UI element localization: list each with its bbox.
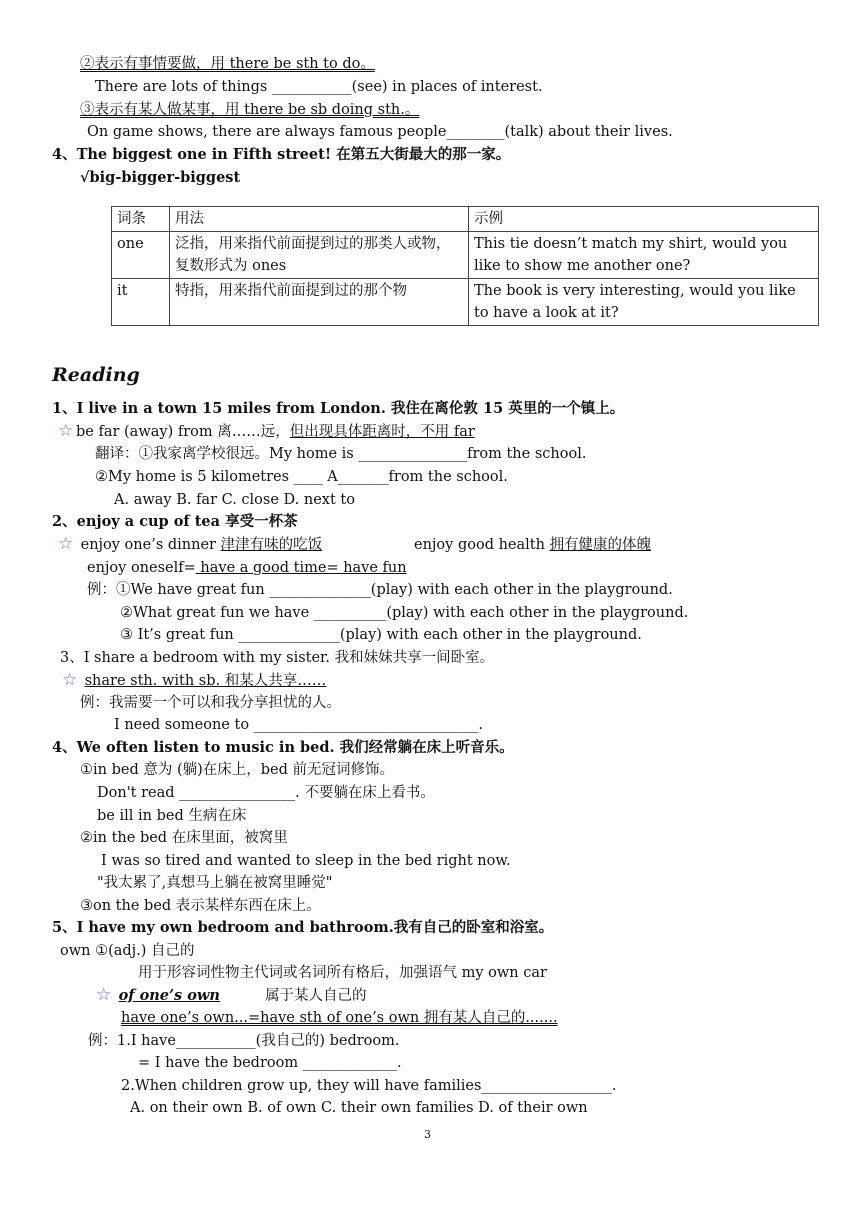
one-it-table [111,206,819,326]
note-line: 用于形容词性物主代词或名词所有格后，加强语气 my own car [138,965,547,981]
reading-title: Reading [52,364,140,386]
note-line: ③on the bed 表示某样东西在床上。 [80,898,321,914]
table-header: 用法 [170,207,469,232]
section-heading: 4、The biggest one in Fifth street! 在第五大街最大的那一家。 [52,146,511,163]
star-outline-icon: ☆ [96,985,112,1005]
table-row [112,279,819,326]
note-line: enjoy oneself= have a good time= have fun [87,560,407,576]
note-line: ①in bed 意为 (躺)在床上，bed 前无冠词修饰。 [80,762,395,778]
table-cell: 泛指，用来指代前面提到过的那类人或物，复数形式为 ones [170,232,469,279]
table-header: 词条 [112,207,170,232]
star-outline-icon: ☆ [58,421,74,441]
exercise-line: Don't read ________________. 不要躺在床上看书。 [97,785,435,801]
example-line: "我太累了,真想马上躺在被窝里睡觉" [97,875,333,891]
section-heading: 4、We often listen to music in bed. 我们经常躺在床上听音乐。 [52,739,514,756]
page-number: 3 [424,1128,431,1141]
note-line: ②in the bed 在床里面，被窝里 [80,830,288,846]
exercise-line: There are lots of things ___________(see) in places of interest. [95,79,543,95]
table-row [112,232,819,279]
exercise-line: On game shows, there are always famous people________(talk) about their lives. [87,124,673,140]
table-cell: one [112,232,170,279]
exercise-line: ②What great fun we have __________(play) with each other in the playground. [120,605,689,621]
exercise-line: 例：我需要一个可以和我分享担忧的人。 [80,695,341,711]
note-line: enjoy good health 拥有健康的体魄 [414,537,652,553]
table-header: 示例 [469,207,819,232]
exercise-line: 翻译：①我家离学校很远。My home is _______________from the school. [95,446,587,462]
comparison-forms: √big-bigger-biggest [80,169,241,186]
note-line: have one’s own...=have sth of one’s own 拥有某人自己的....... [121,1010,558,1026]
example-line: I was so tired and wanted to sleep in the bed right now. [101,853,511,869]
answer-options: A. on their own B. of own C. their own families D. of their own [130,1100,588,1116]
exercise-line: 2.When children grow up, they will have families__________________. [121,1078,617,1094]
note-line: own ①(adj.) 自己的 [60,943,195,959]
section-heading: 2、enjoy a cup of tea 享受一杯茶 [52,513,298,530]
star-outline-icon: ☆ [58,534,74,554]
note-line: ☆ of one’s own [96,985,220,1005]
note-line: be ill in bed 生病在床 [97,808,247,824]
note-there-be-sth: ②表示有事情要做，用 there be sth to do。 [80,56,375,72]
exercise-line: = I have the bedroom _____________. [138,1055,402,1071]
answer-options: A. away B. far C. close D. next to [114,492,355,508]
note-line: ☆ enjoy one’s dinner 津津有味的吃饭 [58,534,323,554]
exercise-line: 例：①We have great fun ______________(play) with each other in the playground. [87,582,673,598]
exercise-line: I need someone to _______________________________. [114,717,484,733]
table-cell: 特指，用来指代前面提到过的那个物 [170,279,469,326]
note-line: 属于某人自己的 [265,988,367,1004]
star-outline-icon: ☆ [62,670,78,690]
exercise-line: ③ It’s great fun ______________(play) with each other in the playground. [120,627,642,643]
table-cell: it [112,279,170,326]
table-cell: This tie doesn’t match my shirt, would you like to show me another one? [469,232,819,279]
section-heading: 1、I live in a town 15 miles from London. 我住在离伦敦 15 英里的一个镇上。 [52,400,625,417]
section-heading: 3、I share a bedroom with my sister. 我和妹妹共享一间卧室。 [60,650,495,666]
table-cell: The book is very interesting, would you like to have a look at it? [469,279,819,326]
table-header-row [112,207,819,232]
note-line: ☆ share sth. with sb. 和某人共享…… [62,670,327,690]
exercise-line: 例：1.I have___________(我自己的) bedroom. [88,1033,400,1049]
note-line: ☆ be far (away) from 离……远，但出现具体距离时，不用 far [58,421,475,441]
section-heading: 5、I have my own bedroom and bathroom.我有自己的卧室和浴室。 [52,919,554,936]
note-there-be-sb: ③表示有某人做某事，用 there be sb doing sth.。 [80,102,420,118]
exercise-line: ②My home is 5 kilometres ____ A_______from the school. [95,469,508,485]
